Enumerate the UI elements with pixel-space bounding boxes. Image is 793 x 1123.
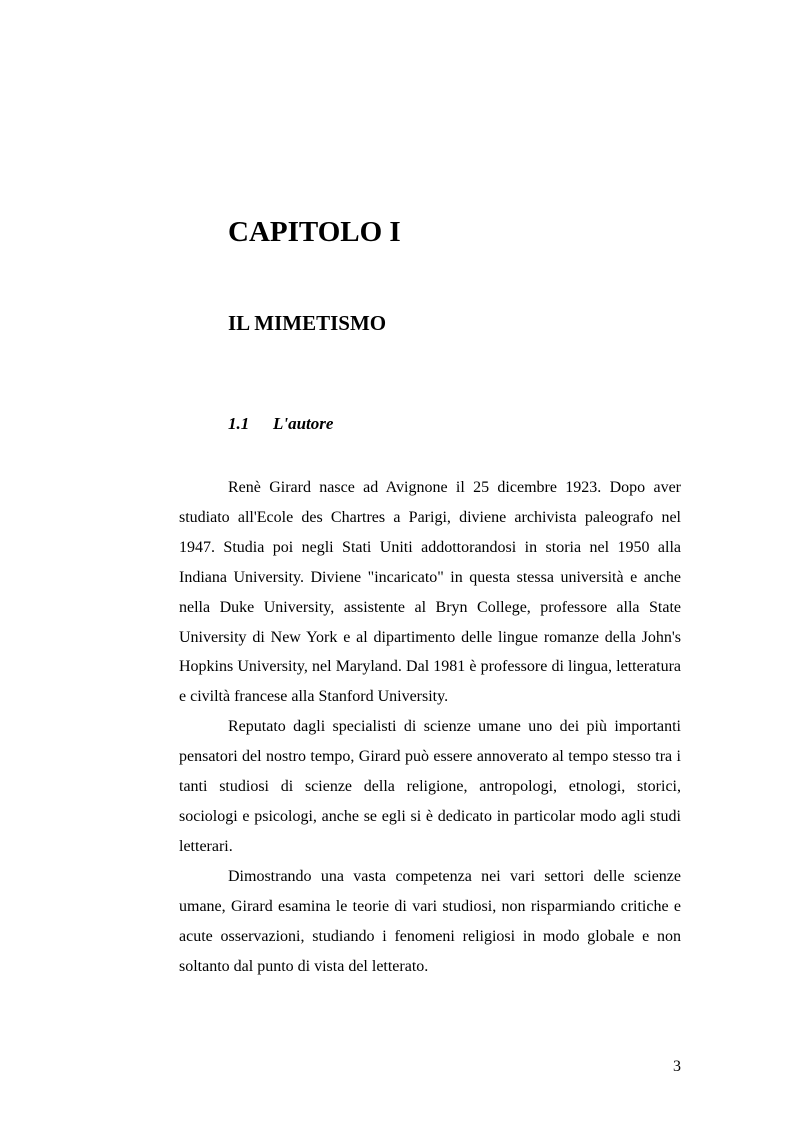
chapter-subtitle: IL MIMETISMO [228, 311, 387, 335]
paragraph-2: Reputato dagli specialisti di scienze umane uno dei più importanti pensatori del nostro tempo, Girard può essere annoverato al tempo stesso tra i tanti studiosi di scienze della religione, antropologi, etnologi, storici, sociologi e psicologi, anche se egli si è dedicato in particolar modo agli studi letterari. [179, 718, 681, 855]
paragraph-3: Dimostrando una vasta competenza nei vari settori delle scienze umane, Girard esamina le teorie di vari studiosi, non risparmiando critiche e acute osservazioni, studiando i fenomeni religiosi in modo globale e non soltanto dal punto di vista del letterato. [179, 867, 681, 975]
page-number: 3 [673, 1058, 681, 1075]
section-number: 1.1 [228, 414, 250, 433]
chapter-title: CAPITOLO I [228, 216, 401, 248]
section-title: L'autore [273, 414, 334, 433]
section-heading [228, 413, 333, 435]
paragraph-1: Renè Girard nasce ad Avignone il 25 dicembre 1923. Dopo aver studiato all'Ecole des Chartres a Parigi, diviene archivista paleografo nel 1947. Studia poi negli Stati Uniti addottorandosi in storia nel 1950 alla Indiana University. Diviene "incaricato" in questa stessa università e anche nella Duke University, assistente al Bryn College, professore alla State University di New York e al dipartimento delle lingue romanze della John's Hopkins University, nel Maryland. Dal 1981 è professore di lingua, letteratura e civiltà francese alla Stanford University. [179, 479, 681, 706]
body-text [179, 473, 681, 981]
